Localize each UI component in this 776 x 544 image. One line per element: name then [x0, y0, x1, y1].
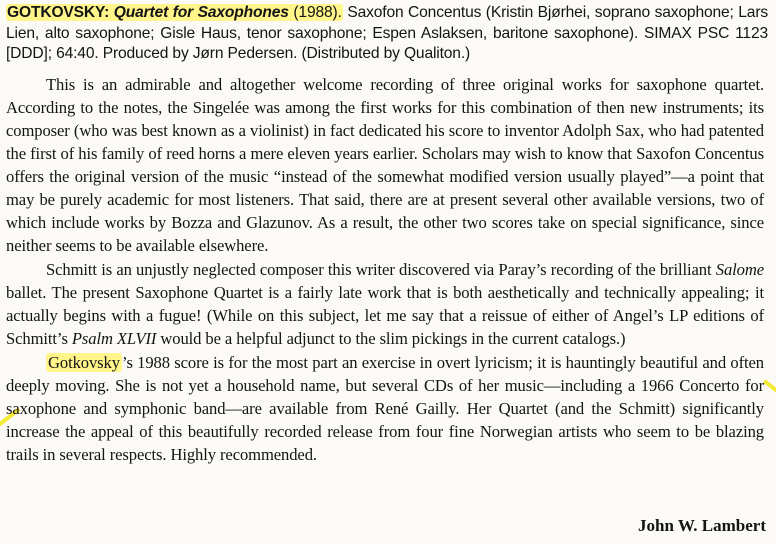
review-body	[6, 73, 764, 467]
paragraph-2-text-a: Schmitt is an unjustly neglected composer this writer discovered via Paray’s recording of the brilliant	[46, 260, 716, 279]
highlighted-name: Gotkovsky	[48, 353, 120, 372]
composer-name: GOTKOVSKY:	[7, 4, 110, 21]
paragraph-3-text: ’s 1988 score is for the most part an exercise in overt lyricism; it is hauntingly beautiful and often deeply moving. She is not yet a household name, but several CDs of her music—including a 1966 Concerto for saxophone and symphonic band—are available from René Gailly. Her Quartet (and the Schmitt) significantly increase the appeal of this beautifully recorded release from four fine Norwegian artists who seem to be blazing trails in several respects. Highly recommended.	[6, 353, 764, 464]
review-author: John W. Lambert	[638, 516, 766, 535]
highlighter-stroke-right	[763, 379, 776, 394]
review-paragraph-3	[6, 351, 764, 466]
salome-title: Salome	[715, 260, 764, 279]
paragraph-2-text-b: ballet. The present Saxophone Quartet is a fairly late work that is both aesthetically and technically appealing; it actually begins with a fugue! (While on this subject, let me say that a reissue of either of Angel’s LP editions of Schmitt’s	[6, 283, 764, 348]
recording-details: Saxofon Concentus (Kristin Bjørhei, soprano saxophone; Lars Lien, alto saxophone; Gisle Haus, tenor saxophone; Espen Aslaksen, baritone saxophone). SIMAX PSC 1123 [DDD]; 64:40. Produced by Jørn Pedersen. (Distributed by Qualiton.)	[6, 4, 769, 62]
highlighted-title	[6, 4, 343, 21]
review-paragraph-2	[6, 258, 764, 350]
work-title: Quartet for Saxophones	[113, 4, 289, 21]
review-paragraph-1: This is an admirable and altogether welcome recording of three original works for saxophone quartet. According to the notes, the Singelée was among the first works for this combination of then new instruments; its composer (who was best known as a violinist) in fact dedicated his score to inventor Adolph Sax, who had patented the first of his family of reed horns a mere eleven years earlier. Scholars may wish to know that Saxofon Concentus offers the original version of the music “instead of the somewhat modified version usually played”—a point that may be purely academic for most listeners. That said, there are at present several other available versions, two of which include works by Bozza and Glazunov. As a result, the other two scores take on special significance, since neither seems to be available elsewhere.	[6, 75, 764, 255]
recording-header	[6, 3, 768, 65]
psalm-title: Psalm XLVII	[71, 329, 157, 348]
paragraph-2-text-c: would be a helpful adjunct to the slim pickings in the current catalogs.)	[156, 329, 626, 348]
work-year: (1988).	[293, 4, 342, 21]
